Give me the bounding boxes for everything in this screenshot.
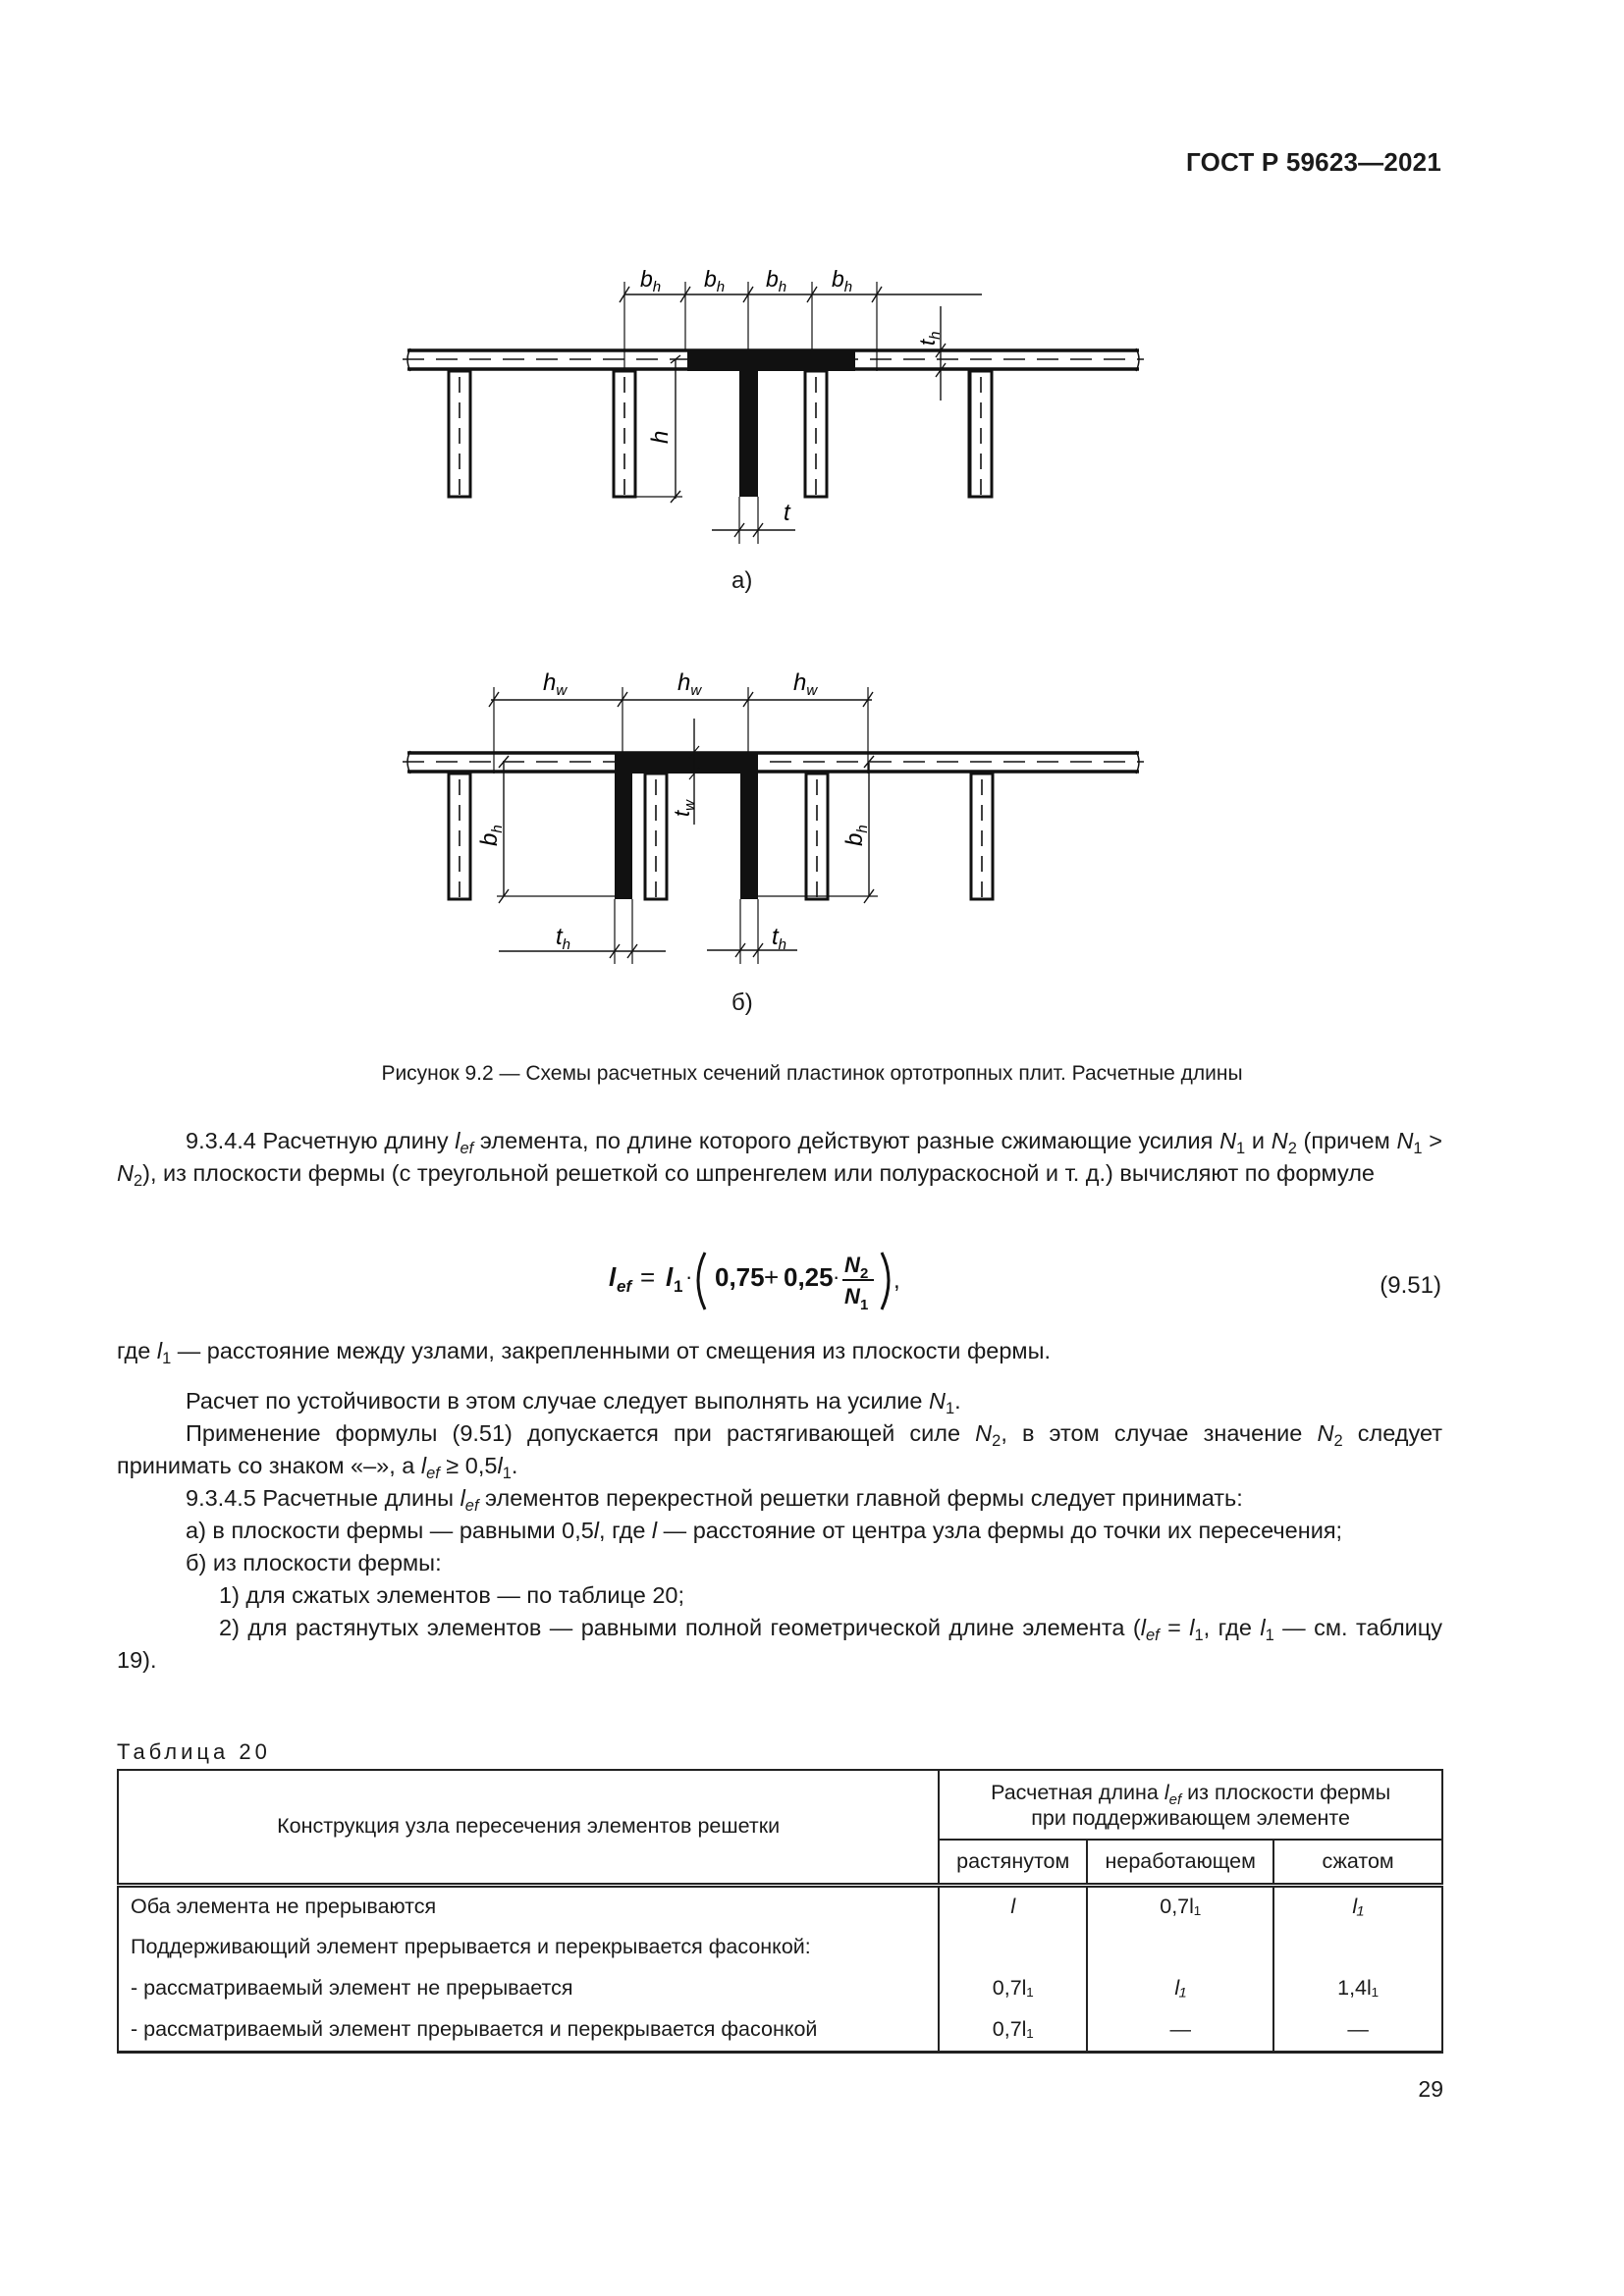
dim-bh-2: $b_h$ [704, 266, 726, 295]
column-header-idle: неработающем [1087, 1840, 1273, 1885]
figure-caption: Рисунок 9.2 — Схемы расчетных сечений пластинок ортотропных плит. Расчетные длины [381, 1062, 1243, 1085]
column-header-tension: растянутом [939, 1840, 1087, 1885]
dim-t: t [784, 500, 790, 526]
paragraph-9-3-4-5: 9.3.4.5 Расчетные длины $l_{ef}$ элементов перекрестной решетки главной фермы следует принимать: [186, 1485, 1243, 1515]
table-row: Оба элемента не прерываются l 0,7l₁ l₁ [118, 1885, 1442, 1926]
column-header-construction: Конструкция узла пересечения элементов решетки [118, 1770, 939, 1885]
document-header-id: ГОСТ Р 59623—2021 [1186, 147, 1441, 177]
svg-text:·: · [833, 1264, 840, 1289]
svg-text:0,75: 0,75 [715, 1262, 765, 1292]
dim-th-left: $t_h$ [556, 924, 571, 953]
svg-text:=: = [640, 1262, 656, 1292]
dim-th: $t_h$ [915, 331, 944, 346]
dim-hw-3: $h_w$ [793, 669, 818, 699]
paragraph-9-3-4-4: 9.3.4.4 Расчетную длину $l_{ef}$ элемента, по длине которого действуют разные сжимающие усилия $N_1$ и $N_2$ (причем $N_1 > N_2$), из плоскости фермы (с треугольной решеткой со шпренгелем или полураскосной и т. д.) вычисляют по формуле [117, 1128, 1442, 1190]
dim-h: h [647, 430, 674, 444]
item-b: б) из плоскости фермы: [186, 1550, 442, 1575]
svg-text:0,25: 0,25 [784, 1262, 834, 1292]
dim-tw: $t_w$ [670, 800, 698, 817]
where-clause: где $l_1$ — расстояние между узлами, закрепленными от смещения из плоскости фермы. [117, 1338, 1052, 1367]
table-row: Поддерживающий элемент прерывается и перекрывается фасонкой: [118, 1926, 1442, 1967]
item-a: а) в плоскости фермы — равными 0,5l, где l — расстояние от центра узла фермы до точки их пересечения; [186, 1518, 1343, 1543]
figure-9-2-drawing [0, 0, 1624, 1060]
table-row: - рассматриваемый элемент прерывается и перекрывается фасонкой 0,7l₁ — — [118, 2008, 1442, 2052]
dim-bh-left: $b_h$ [476, 825, 506, 846]
figure-a [403, 266, 1144, 544]
table-20 [117, 1769, 1443, 2054]
svg-text:ef: ef [617, 1277, 632, 1296]
dim-th-right: $t_h$ [772, 924, 787, 953]
svg-text:,: , [893, 1267, 900, 1294]
svg-text:+: + [764, 1262, 780, 1292]
paragraphs-after-formula [117, 1335, 1442, 1677]
svg-text:2: 2 [860, 1265, 869, 1282]
svg-text:l: l [609, 1262, 617, 1292]
svg-text:1: 1 [860, 1297, 869, 1313]
figure-a-label: а) [731, 567, 753, 594]
dim-bh-3: $b_h$ [766, 266, 787, 295]
formula-9-51 [589, 1239, 1443, 1317]
svg-text:·: · [685, 1264, 693, 1289]
svg-text:N: N [844, 1284, 860, 1308]
dim-bh-1: $b_h$ [640, 266, 662, 295]
column-group-header: Расчетная длина $l_{ef}$ из плоскости фермы при поддерживающем элементе [939, 1770, 1442, 1840]
item-b-2: 2) для растянутых элементов — равными полной геометрической длине элемента ($l_{ef} = l_1$, где $l_1$ — см. таблицу 19). [117, 1615, 1442, 1673]
svg-text:N: N [844, 1253, 860, 1277]
column-header-compression: сжатом [1273, 1840, 1442, 1885]
dim-bh-4: $b_h$ [832, 266, 853, 295]
dim-hw-1: $h_w$ [543, 669, 568, 699]
formula-graphic [589, 1239, 1218, 1317]
item-b-1: 1) для сжатых элементов — по таблице 20; [219, 1582, 684, 1608]
svg-text:1: 1 [674, 1277, 683, 1296]
paragraph-stability: Расчет по устойчивости в этом случае следует выполнять на усилие $N_1$. [186, 1388, 961, 1417]
paragraph-formula-application: Применение формулы (9.51) допускается при растягивающей силе $N_2$, в этом случае значение $N_2$ следует принимать со знаком «–», а $l_{ef} \ge 0,5l_1$. [117, 1420, 1443, 1482]
figure-b [403, 669, 1144, 964]
table-row: - рассматриваемый элемент не прерывается 0,7l₁ l₁ 1,4l₁ [118, 1967, 1442, 2008]
figure-b-label: б) [731, 989, 753, 1016]
page-number: 29 [1418, 2076, 1443, 2102]
svg-text:l: l [666, 1262, 674, 1292]
dim-bh-right: $b_h$ [841, 825, 871, 846]
dim-hw-2: $h_w$ [677, 669, 702, 699]
equation-number: (9.51) [1380, 1272, 1441, 1299]
table-title: Таблица 20 [117, 1739, 271, 1764]
